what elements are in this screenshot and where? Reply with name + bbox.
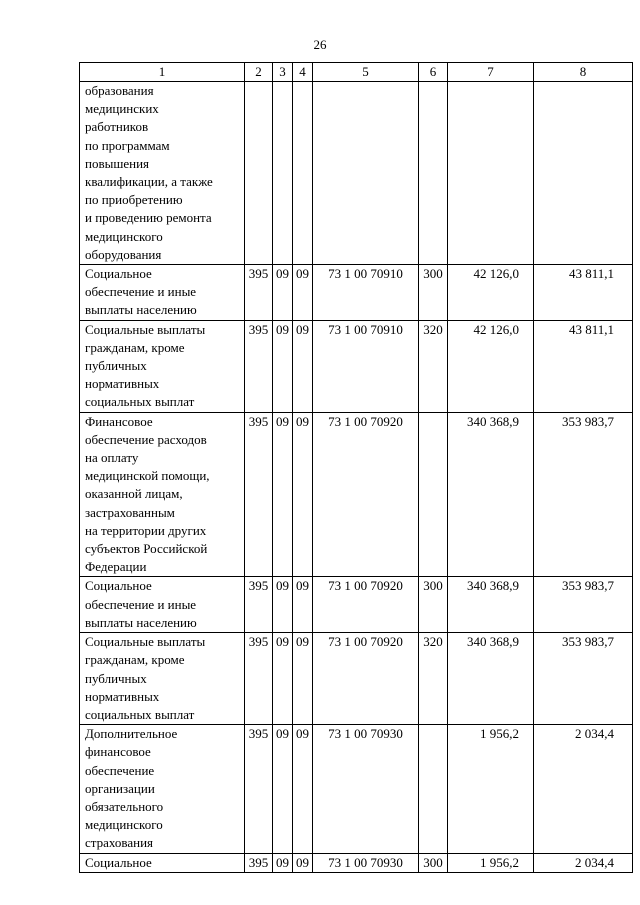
cell-line: обеспечение и иные — [85, 284, 197, 300]
cell-line: обязательного — [85, 798, 164, 814]
cell-expense-type: 300 — [419, 853, 448, 872]
cell-amount-2: 43 811,1 — [534, 265, 633, 321]
cell-line: работников — [85, 119, 149, 135]
cell-admin-code: 395 — [245, 577, 273, 633]
cell-line: обеспечение — [85, 762, 155, 778]
cell-line: гражданам, кроме — [85, 339, 185, 355]
cell-section: 09 — [273, 577, 293, 633]
cell-line: оказанной лицам, — [85, 486, 183, 502]
cell-expense-type: 300 — [419, 265, 448, 321]
cell-subsection: 09 — [293, 265, 313, 321]
cell-line: Социальное — [85, 578, 152, 594]
budget-table — [79, 62, 633, 873]
cell-amount-2: 2 034,4 — [534, 853, 633, 872]
cell-line: на территории других — [85, 522, 207, 538]
col-header: 5 — [313, 63, 419, 82]
cell-line: Федерации — [85, 559, 147, 575]
cell-target-article: 73 1 00 70930 — [313, 853, 419, 872]
cell-amount-1: 42 126,0 — [448, 320, 534, 412]
cell-subsection — [293, 82, 313, 265]
col-header: 7 — [448, 63, 534, 82]
cell-expense-type: 320 — [419, 320, 448, 412]
cell-amount-1: 340 368,9 — [448, 577, 534, 633]
col-header: 4 — [293, 63, 313, 82]
cell-line: и проведению ремонта — [85, 210, 212, 226]
cell-line: медицинского — [85, 228, 163, 244]
cell-line: медицинских — [85, 101, 159, 117]
table-row — [80, 412, 633, 577]
cell-name — [80, 725, 245, 853]
cell-line: социальных выплат — [85, 706, 195, 722]
cell-admin-code: 395 — [245, 853, 273, 872]
cell-amount-2 — [534, 82, 633, 265]
cell-name — [80, 577, 245, 633]
cell-line: гражданам, кроме — [85, 652, 185, 668]
cell-amount-1: 1 956,2 — [448, 725, 534, 853]
cell-section: 09 — [273, 725, 293, 853]
cell-admin-code: 395 — [245, 633, 273, 725]
cell-target-article: 73 1 00 70920 — [313, 412, 419, 577]
cell-amount-2: 2 034,4 — [534, 725, 633, 853]
col-header: 8 — [534, 63, 633, 82]
cell-name — [80, 412, 245, 577]
cell-line: по программам — [85, 137, 170, 153]
cell-target-article: 73 1 00 70910 — [313, 320, 419, 412]
cell-amount-2: 353 983,7 — [534, 633, 633, 725]
cell-line: образования — [85, 83, 154, 98]
page-number: 26 — [313, 37, 327, 52]
cell-amount-1: 340 368,9 — [448, 412, 534, 577]
cell-line: Социальные выплаты — [85, 634, 206, 650]
cell-name — [80, 82, 245, 265]
cell-name — [80, 633, 245, 725]
cell-admin-code: 395 — [245, 265, 273, 321]
table-row — [80, 725, 633, 853]
cell-line: Дополнительное — [85, 726, 178, 742]
cell-section: 09 — [273, 320, 293, 412]
cell-amount-2: 353 983,7 — [534, 412, 633, 577]
cell-line: Финансовое — [85, 413, 153, 429]
cell-target-article: 73 1 00 70910 — [313, 265, 419, 321]
cell-line: на оплату — [85, 450, 139, 466]
cell-subsection: 09 — [293, 412, 313, 577]
cell-admin-code — [245, 82, 273, 265]
cell-expense-type — [419, 725, 448, 853]
cell-subsection: 09 — [293, 633, 313, 725]
cell-subsection: 09 — [293, 577, 313, 633]
cell-line: организации — [85, 780, 155, 796]
cell-expense-type: 320 — [419, 633, 448, 725]
cell-admin-code: 395 — [245, 412, 273, 577]
table-row — [80, 265, 633, 321]
cell-amount-1 — [448, 82, 534, 265]
cell-subsection: 09 — [293, 853, 313, 872]
cell-target-article — [313, 82, 419, 265]
cell-subsection: 09 — [293, 320, 313, 412]
cell-expense-type — [419, 82, 448, 265]
cell-line: застрахованным — [85, 504, 175, 520]
col-header: 2 — [245, 63, 273, 82]
cell-expense-type: 300 — [419, 577, 448, 633]
cell-admin-code: 395 — [245, 725, 273, 853]
col-header: 6 — [419, 63, 448, 82]
cell-line: оборудования — [85, 246, 162, 262]
cell-section: 09 — [273, 265, 293, 321]
cell-line: медицинского — [85, 817, 163, 833]
cell-subsection: 09 — [293, 725, 313, 853]
cell-line: нормативных — [85, 688, 160, 704]
cell-line: выплаты населению — [85, 614, 197, 630]
cell-amount-2: 43 811,1 — [534, 320, 633, 412]
cell-line: по приобретению — [85, 192, 183, 208]
cell-amount-2: 353 983,7 — [534, 577, 633, 633]
table-row — [80, 577, 633, 633]
cell-amount-1: 42 126,0 — [448, 265, 534, 321]
cell-line: обеспечение и иные — [85, 596, 197, 612]
cell-line: страхования — [85, 835, 154, 851]
cell-target-article: 73 1 00 70930 — [313, 725, 419, 853]
cell-section: 09 — [273, 412, 293, 577]
cell-name — [80, 320, 245, 412]
cell-target-article: 73 1 00 70920 — [313, 577, 419, 633]
cell-line: публичных — [85, 670, 147, 686]
cell-target-article: 73 1 00 70920 — [313, 633, 419, 725]
header-row — [80, 63, 633, 82]
cell-line: Социальные выплаты — [85, 321, 206, 337]
cell-line: повышения — [85, 155, 150, 171]
cell-name — [80, 853, 245, 872]
cell-name — [80, 265, 245, 321]
cell-admin-code: 395 — [245, 320, 273, 412]
table-row — [80, 633, 633, 725]
cell-line: социальных выплат — [85, 394, 195, 410]
cell-line: квалификации, а также — [85, 174, 213, 190]
col-header: 3 — [273, 63, 293, 82]
cell-line: выплаты населению — [85, 302, 197, 318]
cell-line: публичных — [85, 358, 147, 374]
cell-line: субъектов Российской — [85, 541, 208, 557]
cell-line: нормативных — [85, 376, 160, 392]
cell-section: 09 — [273, 853, 293, 872]
cell-line: финансовое — [85, 744, 151, 760]
cell-line: медицинской помощи, — [85, 468, 210, 484]
cell-line: Социальное — [85, 266, 152, 282]
cell-section — [273, 82, 293, 265]
table-row — [80, 853, 633, 872]
cell-section: 09 — [273, 633, 293, 725]
cell-amount-1: 1 956,2 — [448, 853, 534, 872]
cell-amount-1: 340 368,9 — [448, 633, 534, 725]
cell-expense-type — [419, 412, 448, 577]
cell-line: Социальное — [85, 854, 152, 870]
cell-line: обеспечение расходов — [85, 431, 207, 447]
table-row — [80, 82, 633, 265]
col-header: 1 — [80, 63, 245, 82]
table-row — [80, 320, 633, 412]
